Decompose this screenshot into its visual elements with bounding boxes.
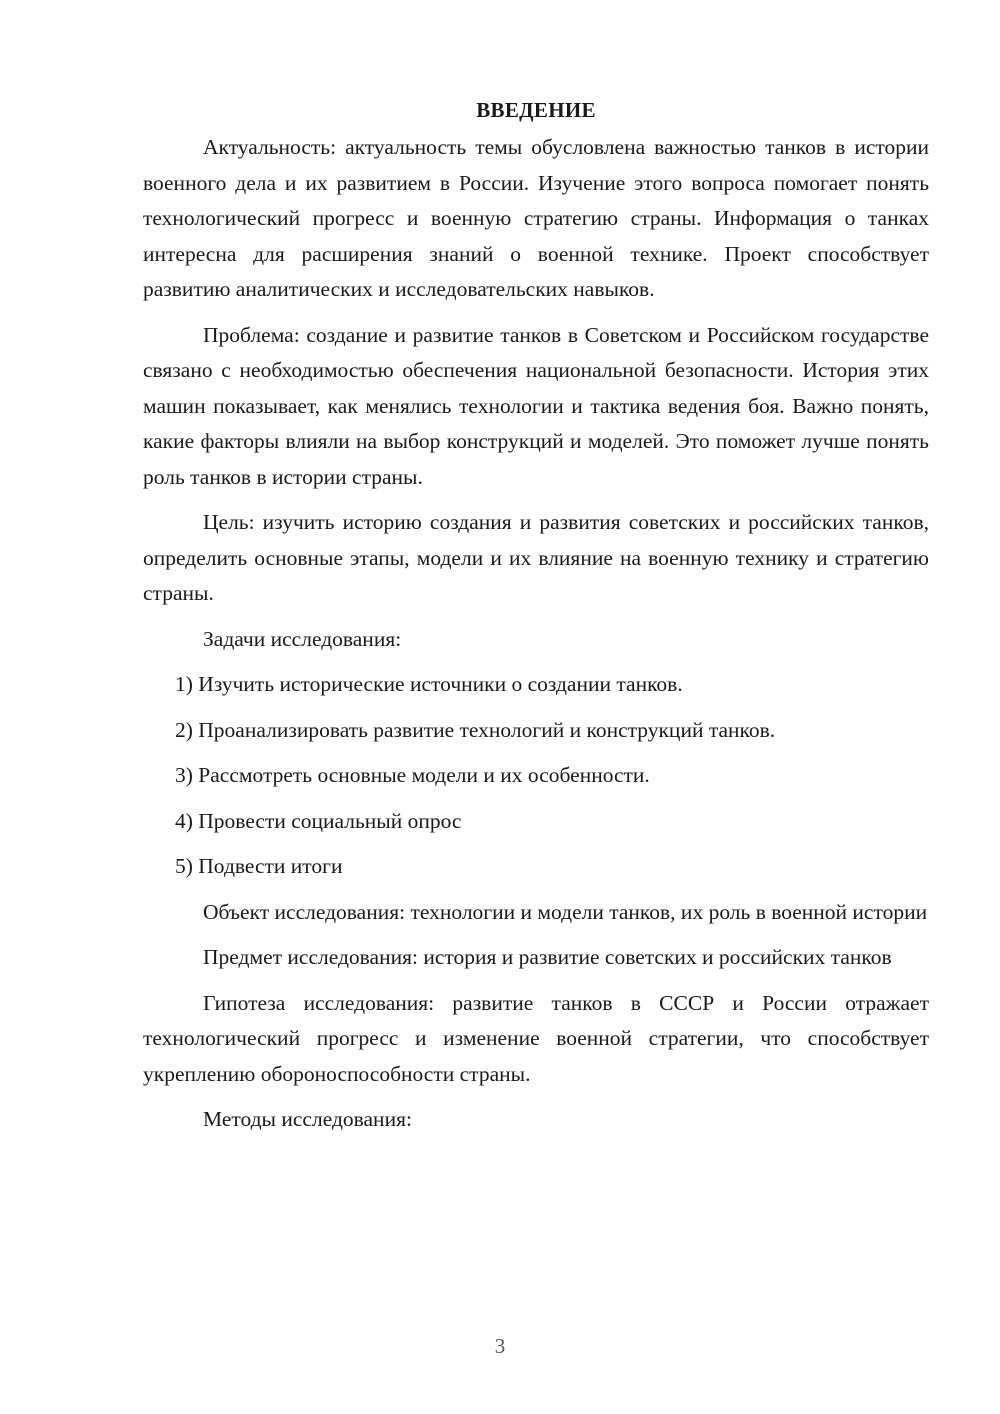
goal-paragraph: Цель: изучить историю создания и развития советских и российских танков, определить основные этапы, модели и их влияние на военную технику и стратегию страны. [143, 510, 929, 605]
subject-paragraph: Предмет исследования: история и развитие советских и российских танков [203, 945, 892, 969]
document-page [143, 92, 929, 1148]
tasks-heading: Задачи исследования: [203, 626, 402, 651]
task-item-1: 1) Изучить исторические источники о создании танков. [175, 672, 683, 696]
task-item-5: 5) Подвести итоги [175, 854, 343, 878]
hypothesis-paragraph: Гипотеза исследования: развитие танков в СССР и России отражает технологический прогресс и изменение военной стратегии, что способствует укреплению обороноспособности страны. [143, 990, 929, 1086]
page-number: 3 [494, 1334, 506, 1358]
task-item-2: 2) Проанализировать развитие технологий и конструкций танков. [175, 717, 776, 742]
problem-paragraph: Проблема: создание и развитие танков в Советском и Российском государстве связано с необходимостью обеспечения национальной безопасности. История этих машин показывает, как менялись технологии и тактика ведения боя. Важно понять, какие факторы влияли на выбор конструкций и моделей. Это поможет лучше понять роль танков в истории страны. [143, 322, 929, 489]
page-title: ВВЕДЕНИЕ [476, 98, 596, 122]
relevance-paragraph: Актуальность: актуальность темы обусловлена важностью танков в истории военного дела и их развитием в России. Изучение этого вопроса помогает понять технологический прогресс и военную стратегию страны. Информация о танках интересна для расширения знаний о военной технике. Проект способствует развитию аналитических и исследовательских навыков. [143, 135, 929, 301]
task-item-4: 4) Провести социальный опрос [175, 808, 462, 833]
methods-heading: Методы исследования: [203, 1107, 412, 1131]
task-item-3: 3) Рассмотреть основные модели и их особенности. [175, 763, 650, 787]
object-paragraph: Объект исследования: технологии и модели танков, их роль в военной истории [203, 899, 928, 924]
